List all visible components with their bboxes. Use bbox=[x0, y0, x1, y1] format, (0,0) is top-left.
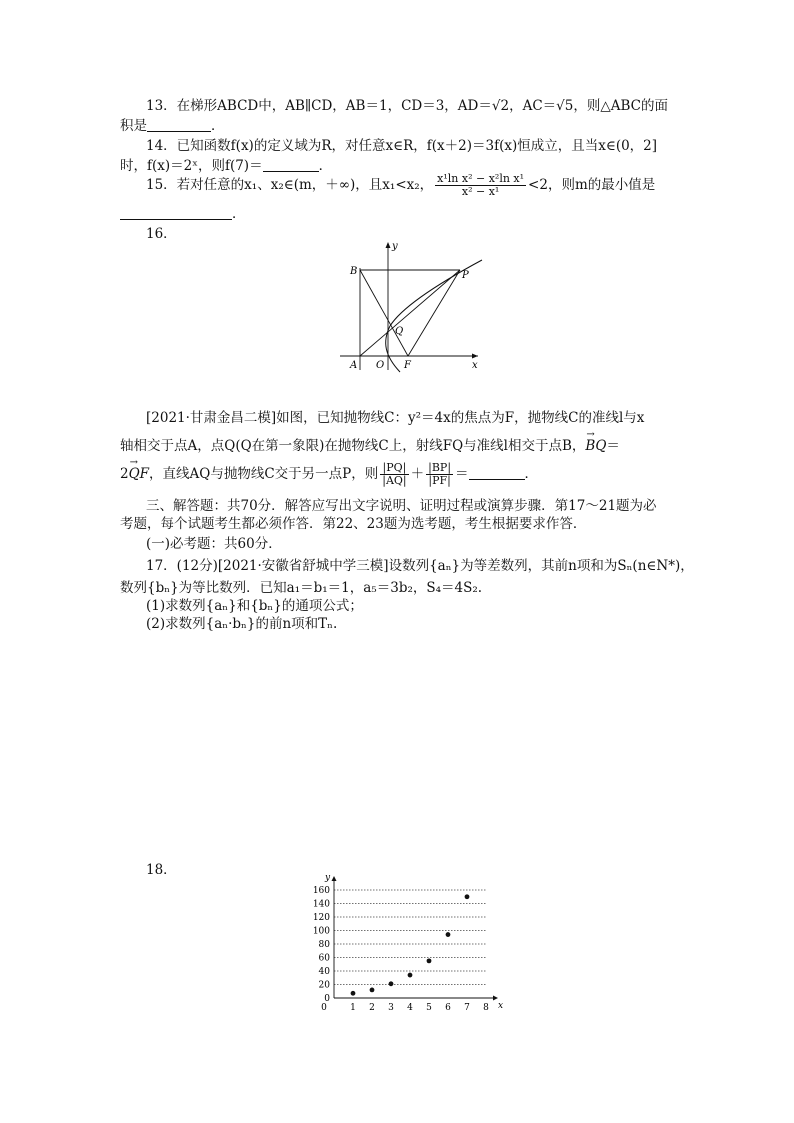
q15-suffix: <2，则m的最小值是 bbox=[528, 177, 656, 193]
q16-line3-text: ，直线AQ与抛物线C交于另一点P，则 bbox=[149, 466, 379, 482]
y-tick-label: 60 bbox=[318, 953, 330, 964]
chart-grid bbox=[334, 890, 486, 985]
x-tick-label: 4 bbox=[407, 1003, 413, 1013]
data-point bbox=[427, 958, 432, 963]
y-axis-arrow bbox=[332, 876, 337, 881]
data-point bbox=[408, 973, 413, 978]
q15-fraction bbox=[435, 173, 526, 198]
q13-line1: 13．在梯形ABCD中，AB∥CD，AB＝1，CD＝3，AD＝√2，AC＝√5，则△ABC的面 bbox=[146, 98, 668, 114]
label-p: P bbox=[462, 270, 469, 281]
parabola-figure bbox=[330, 238, 490, 374]
y-tick-label: 0 bbox=[324, 994, 330, 1004]
data-point bbox=[351, 991, 356, 996]
scatter-chart bbox=[300, 870, 520, 1020]
q16-line3-end: ． bbox=[524, 466, 539, 482]
y-tick-label: 80 bbox=[318, 940, 330, 950]
q16-plus: ＋ bbox=[410, 466, 425, 482]
chart-ticks bbox=[313, 886, 489, 1013]
q16-number: 16． bbox=[146, 226, 177, 242]
q17-part1: (1)求数列{aₙ}和{bₙ}的通项公式； bbox=[146, 598, 363, 614]
segment-fp bbox=[408, 270, 460, 356]
q16-answer-blank[interactable] bbox=[469, 465, 525, 480]
label-y: y bbox=[392, 241, 398, 252]
q18-number: 18． bbox=[146, 862, 177, 878]
q13-answer-blank[interactable] bbox=[147, 117, 211, 132]
section3-line1: 三、解答题：共70分．解答应写出文字说明、证明过程或演算步骤．第17～21题为必 bbox=[146, 498, 657, 514]
data-point bbox=[370, 988, 375, 993]
y-tick-label: 140 bbox=[312, 899, 330, 910]
q16-line1: [2021·甘肃金昌二模]如图，已知抛物线C：y²＝4x的焦点为F，抛物线C的准线l与x bbox=[146, 410, 645, 426]
q16-frac1-num: |PQ| bbox=[380, 462, 408, 475]
q16-frac1-den: |AQ| bbox=[382, 474, 407, 487]
q14-line2-end: ． bbox=[318, 158, 333, 174]
q17-line2: 数列{bₙ}为等比数列．已知a₁＝b₁＝1，a₅＝3b₂，S₄＝4S₂. bbox=[120, 580, 483, 596]
q13-line2-text: 积是 bbox=[120, 118, 147, 134]
y-tick-label: 120 bbox=[312, 913, 330, 923]
q14-answer-blank[interactable] bbox=[263, 157, 319, 172]
y-tick-label: 40 bbox=[318, 967, 330, 977]
chart-points bbox=[351, 894, 470, 995]
q14-line1: 14．已知函数f(x)的定义域为R，对任意x∈R，f(x＋2)＝3f(x)恒成立，且当x∈(0，2] bbox=[146, 138, 658, 154]
x-tick-label: 0 bbox=[321, 1003, 327, 1013]
chart-axes bbox=[324, 873, 503, 1011]
label-o: O bbox=[376, 360, 385, 371]
x-tick-label: 6 bbox=[445, 1003, 451, 1013]
q16-line3 bbox=[120, 460, 680, 488]
q16-equals: ＝ bbox=[455, 466, 469, 482]
q16-frac2-den: |PF| bbox=[428, 474, 451, 487]
q15-frac-num: x¹ln x² − x²ln x¹ bbox=[437, 172, 525, 185]
y-axis-arrow bbox=[386, 242, 391, 248]
q15-line2-end: ． bbox=[232, 206, 246, 222]
q15-line1 bbox=[146, 172, 706, 198]
y-tick-label: 100 bbox=[312, 926, 330, 937]
x-tick-label: 3 bbox=[388, 1003, 394, 1013]
data-point bbox=[389, 981, 394, 986]
x-tick-label: 2 bbox=[369, 1003, 375, 1013]
y-tick-label: 160 bbox=[312, 886, 330, 896]
q15-frac-den: x² − x¹ bbox=[461, 185, 500, 198]
vector-qf-coef: 2 bbox=[120, 466, 129, 482]
x-axis-arrow bbox=[493, 996, 498, 1001]
x-tick-label: 1 bbox=[350, 1003, 356, 1013]
q16-fraction-2 bbox=[426, 462, 453, 487]
q15-answer-blank[interactable] bbox=[120, 205, 232, 220]
y-tick-label: 20 bbox=[318, 980, 330, 991]
x-tick-label: 7 bbox=[464, 1003, 470, 1013]
label-a: A bbox=[350, 360, 358, 371]
x-tick-label: 5 bbox=[426, 1003, 432, 1013]
q16-frac2-num: |BP| bbox=[428, 461, 452, 474]
label-f: F bbox=[404, 360, 411, 371]
label-b: B bbox=[350, 266, 358, 277]
vector-qf: → QF bbox=[129, 460, 149, 488]
x-axis-arrow bbox=[472, 354, 478, 359]
q16-line2-end: ＝ bbox=[606, 438, 620, 454]
q13-line2-end: ． bbox=[211, 118, 225, 134]
q16-line2-text: 轴相交于点A，点Q(Q在第一象限)在抛物线C上，射线FQ与准线l相交于点B， bbox=[120, 438, 586, 454]
label-x: x bbox=[472, 360, 478, 371]
vector-bq: → BQ bbox=[585, 436, 606, 456]
section3-line2: 考题，每个试题考生都必须作答．第22、23题为选考题，考生根据要求作答． bbox=[120, 516, 587, 532]
q16-fraction-1 bbox=[380, 462, 408, 487]
data-point bbox=[465, 894, 470, 899]
section3-line3: (一)必考题：共60分． bbox=[146, 536, 282, 552]
x-tick-label: 8 bbox=[483, 1003, 489, 1013]
q15-line2 bbox=[120, 204, 680, 224]
q14-line2-text: 时，f(x)＝2ˣ，则f(7)＝ bbox=[120, 158, 263, 174]
segment-ap bbox=[360, 270, 460, 356]
x-axis-label: x bbox=[498, 1001, 504, 1011]
label-q: Q bbox=[395, 326, 404, 337]
q13-line2 bbox=[120, 116, 680, 136]
q17-part2: (2)求数列{aₙ·bₙ}的前n项和Tₙ. bbox=[146, 616, 338, 632]
y-axis-label: y bbox=[325, 873, 331, 883]
data-point bbox=[446, 932, 451, 937]
q15-prefix: 15．若对任意的x₁、x₂∈(m，＋∞)，且x₁<x₂， bbox=[146, 177, 434, 193]
q16-line2 bbox=[120, 436, 680, 456]
q17-line1: 17．(12分)[2021·安徽省舒城中学三模]设数列{aₙ}为等差数列，其前n项和为Sₙ(n∈N*)， bbox=[146, 558, 694, 574]
